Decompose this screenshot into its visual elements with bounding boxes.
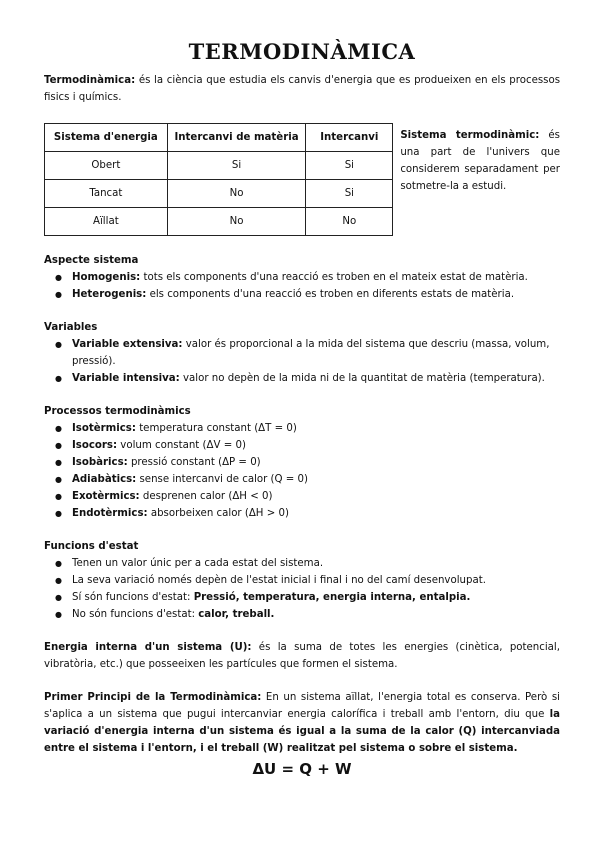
list-item-term: Heterogenis: bbox=[72, 289, 147, 300]
table-cell: Si bbox=[306, 152, 393, 180]
side-note bbox=[400, 123, 560, 195]
list-item-term: Isotèrmics: bbox=[72, 423, 136, 434]
energy-systems-table bbox=[44, 123, 393, 236]
side-note-term: Sistema termodinàmic: bbox=[400, 130, 540, 141]
list-item-text: pressió constant (ΔP = 0) bbox=[127, 457, 261, 468]
list-item-text: Sí són funcions d'estat: bbox=[72, 592, 194, 603]
list-item-text: desprenen calor (ΔH < 0) bbox=[139, 491, 273, 502]
table-header: Sistema d'energia bbox=[45, 124, 168, 152]
funcions-list bbox=[44, 555, 560, 623]
list-item bbox=[72, 471, 560, 488]
table-cell: Aïllat bbox=[45, 208, 168, 236]
table-cell: Si bbox=[306, 180, 393, 208]
intro-paragraph bbox=[44, 72, 560, 106]
primer-term: Primer Principi de la Termodinàmica: bbox=[44, 692, 262, 703]
list-item bbox=[72, 437, 560, 454]
table-cell: No bbox=[167, 180, 306, 208]
list-item bbox=[72, 370, 560, 387]
table-header: Intercanvi bbox=[306, 124, 393, 152]
list-item-text: absorbeixen calor (ΔH > 0) bbox=[147, 508, 289, 519]
primer-bold: la variació d'energia interna d'un sistema és igual a la suma de la calor (Q) intercanviada entre el sistema i l'entorn, i el treball (W) realitzat pel sistema o sobre el sistema. bbox=[44, 709, 560, 754]
table-cell: Tancat bbox=[45, 180, 168, 208]
primer-text: En un sistema aïllat, l'energia total es conserva. Però si s'aplica a un sistema que pugui intercanviar energia calorífica i treball amb l'entorn, diu que bbox=[44, 692, 560, 720]
list-item bbox=[72, 336, 560, 370]
table-cell: No bbox=[306, 208, 393, 236]
first-law-formula: ΔU = Q + W bbox=[252, 760, 352, 778]
list-item-term: Isobàrics: bbox=[72, 457, 128, 468]
list-item-text: valor és proporcional a la mida del sistema que descriu (massa, volum, pressió). bbox=[72, 339, 550, 367]
section-title: Funcions d'estat bbox=[44, 541, 139, 552]
processos-list bbox=[44, 420, 560, 522]
table-cell: No bbox=[167, 208, 306, 236]
table-row bbox=[45, 152, 393, 180]
energia-interna-paragraph bbox=[44, 639, 560, 673]
list-item bbox=[72, 420, 560, 437]
section-title: Variables bbox=[44, 322, 98, 333]
list-item-text: No són funcions d'estat: bbox=[72, 609, 199, 620]
list-item-term: Homogenis: bbox=[72, 272, 141, 283]
page-title: TERMODINÀMICA bbox=[188, 39, 416, 64]
list-item-term: Variable intensiva: bbox=[72, 373, 180, 384]
intro-term: Termodinàmica: bbox=[44, 75, 136, 86]
list-item-term: Isocors: bbox=[72, 440, 118, 451]
list-item-bold: Pressió, temperatura, energia interna, entalpia. bbox=[193, 592, 471, 603]
section-aspecte bbox=[44, 252, 560, 303]
list-item-term: Endotèrmics: bbox=[72, 508, 148, 519]
list-item-text: valor no depèn de la mida ni de la quantitat de matèria (temperatura). bbox=[179, 373, 545, 384]
intro-text: és la ciència que estudia els canvis d'energia que es produeixen en els processos fisics i químics. bbox=[44, 75, 560, 103]
energia-text: és la suma de totes les energies (cinètica, potencial, vibratòria, etc.) que posseeixen les partícules que formen el sistema. bbox=[44, 642, 560, 670]
section-title: Processos termodinàmics bbox=[44, 406, 191, 417]
section-variables bbox=[44, 319, 560, 387]
section-processos bbox=[44, 403, 560, 522]
table-row bbox=[45, 180, 393, 208]
table-row-section bbox=[44, 123, 560, 236]
list-item bbox=[72, 488, 560, 505]
list-item-term: Variable extensiva: bbox=[72, 339, 183, 350]
list-item bbox=[72, 589, 560, 606]
list-item bbox=[72, 286, 560, 303]
energia-term: Energia interna d'un sistema (U): bbox=[44, 642, 252, 653]
list-item-text: els components d'una reacció es troben en diferents estats de matèria. bbox=[146, 289, 515, 300]
table-cell: Si bbox=[167, 152, 306, 180]
list-item bbox=[72, 269, 560, 286]
list-item-text: sense intercanvi de calor (Q = 0) bbox=[136, 474, 309, 485]
document-page bbox=[44, 38, 560, 778]
table-header-row bbox=[45, 124, 393, 152]
list-item bbox=[72, 505, 560, 522]
list-item: ● Tenen un valor únic per a cada estat del sistema. bbox=[72, 555, 560, 572]
table-cell: Obert bbox=[45, 152, 168, 180]
section-funcions bbox=[44, 538, 560, 623]
list-item: ● La seva variació només depèn de l'estat inicial i final i no del camí desenvolupat. bbox=[72, 572, 560, 589]
list-item-text: volum constant (ΔV = 0) bbox=[117, 440, 246, 451]
aspecte-list bbox=[44, 269, 560, 303]
section-title: Aspecte sistema bbox=[44, 255, 139, 266]
variables-list bbox=[44, 336, 560, 387]
list-item-bold: calor, treball. bbox=[198, 609, 275, 620]
side-note-text: és una part de l'univers que considerem separadament per sotmetre-la a estudi. bbox=[400, 130, 560, 192]
list-item-text: temperatura constant (ΔT = 0) bbox=[135, 423, 297, 434]
table-row bbox=[45, 208, 393, 236]
primer-principi-paragraph bbox=[44, 689, 560, 757]
list-item-term: Exotèrmics: bbox=[72, 491, 140, 502]
list-item-text: tots els components d'una reacció es troben en el mateix estat de matèria. bbox=[140, 272, 528, 283]
list-item bbox=[72, 606, 560, 623]
list-item bbox=[72, 454, 560, 471]
table-header: Intercanvi de matèria bbox=[167, 124, 306, 152]
list-item-term: Adiabàtics: bbox=[72, 474, 137, 485]
